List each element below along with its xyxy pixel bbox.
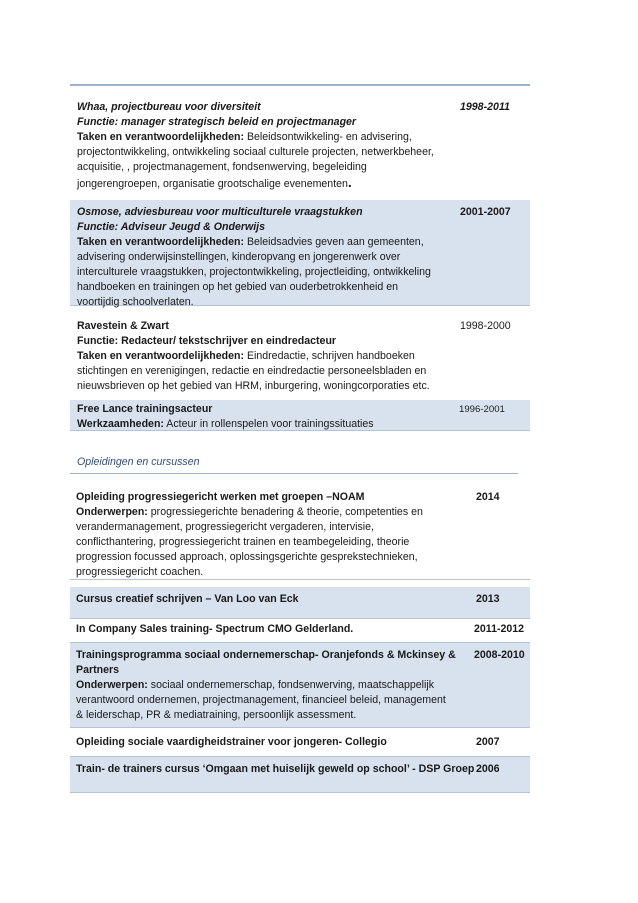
tasks-text: interculturele vraagstukken, projectontwikkeling, projectleiding, ontwikkeling [77,266,431,278]
tasks-label: Taken en verantwoordelijkheden: [77,236,244,248]
experience-years: 2001-2007 [460,206,511,218]
organization-name: Ravestein & Zwart [77,320,169,332]
tasks-text: advisering onderwijsinstellingen, kinderopvang en jongerenwerk over [77,251,401,263]
experience-item-osmose [70,200,530,306]
education-text [76,648,472,723]
subjects-text: sociaal ondernemerschap, fondsenwerving, maatschappelijk [147,679,435,691]
subjects-text: progressiegerichte benadering & theorie, competenties en [147,506,423,518]
course-title: Opleiding sociale vaardigheidstrainer voor jongeren- Collegio [76,736,387,748]
subjects-label: Onderwerpen: [76,506,148,518]
education-text [76,622,472,637]
course-title: Trainingsprogramma sociaal ondernemerschap- Oranjefonds & Mckinsey & [76,649,456,661]
experience-text [77,319,462,394]
course-title: Train- de trainers cursus ‘Omgaan met huiselijk geweld op school’ - DSP Groep [76,763,475,775]
education-item-collegio [70,728,530,757]
course-year: 2011-2012 [474,623,525,635]
organization-name: Whaa, projectbureau voor diversiteit [77,101,261,113]
experience-item-ravestein [70,315,530,395]
tasks-label: Taken en verantwoordelijkheden: [77,131,244,143]
experience-years: 1996-2001 [459,404,505,415]
education-text [76,592,472,607]
course-title: Partners [76,664,119,676]
tasks-text: jongerengroepen, organisatie grootschalige evenementen [77,178,348,190]
experience-text [77,402,462,432]
tasks-text: projectontwikkeling, ontwikkeling sociaal culturele projecten, netwerkbeheer, [77,146,434,158]
education-item-schrijven [70,587,530,619]
tasks-text: handboeken en trainingen op het gebied van ouderbetrokkenheid en [77,281,399,293]
organization-name: Free Lance trainingsacteur [77,403,213,415]
organization-name: Osmose, adviesbureau voor multiculturele vraagstukken [77,206,363,218]
tasks-text: Eindredactie, schrijven handboeken [244,350,415,362]
tasks-label: Werkzaamheden: [77,418,164,430]
education-text [76,762,475,777]
subjects-text: progressiegericht coachen. [76,566,204,578]
course-title: In Company Sales training- Spectrum CMO Gelderland. [76,623,354,635]
subjects-label: Onderwerpen: [76,679,148,691]
experience-text [77,205,462,310]
section-title: Opleidingen en cursussen [77,456,200,468]
course-year: 2014 [476,491,500,503]
tasks-text: Acteur in rollenspelen voor trainingssituaties [163,418,374,430]
course-title: Opleiding progressiegericht werken met groepen –NOAM [76,491,365,503]
course-title: Cursus creatief schrijven – Van Loo van Eck [76,593,299,605]
tasks-text: Beleidsadvies geven aan gemeenten, [244,236,424,248]
education-item-sales [70,619,530,643]
tasks-label: Taken en verantwoordelijkheden: [77,350,244,362]
subjects-text: progression focussed approach, oplossingsgerichte gesprekstechnieken, [76,551,418,563]
tasks-text: Beleidsontwikkeling- en advisering, [244,131,412,143]
subjects-text: verantwoord ondernemen, projectmanagement, financieel beleid, management [76,694,446,706]
course-year: 2013 [476,593,500,605]
course-year: 2007 [476,736,500,748]
education-text [76,735,472,750]
course-year: 2006 [476,763,500,775]
tasks-text: voortijdig schoolverlaten. [77,296,194,308]
tasks-text: nieuwsbrieven op het gebied van HRM, inburgering, woningcorporaties etc. [77,380,430,392]
end-mark: . [347,174,352,190]
role-title: Functie: manager strategisch beleid en projectmanager [77,116,357,128]
tasks-text: acquisitie, , projectmanagement, fondsenwerving, begeleiding [77,161,367,173]
experience-years: 1998-2011 [460,101,510,113]
subjects-text: & leiderschap, PR & mediatraining, persoonlijk assessment. [76,709,357,721]
education-item-oranjefonds [70,643,530,728]
experience-item-freelance [70,400,530,431]
experience-years: 1998-2000 [460,320,511,332]
course-year: 2008-2010 [474,649,525,661]
education-item-noam [70,486,530,580]
experience-text [77,100,462,192]
education-text [76,490,472,580]
experience-item-whaa [70,96,530,200]
subjects-text: verandermanagement, progressiegericht vergaderen, intervisie, [76,521,374,533]
role-title: Functie: Redacteur/ tekstschrijver en eindredacteur [77,335,337,347]
section-divider [70,473,518,474]
education-item-dsp [70,757,530,793]
tasks-text: stichtingen en verenigingen, redactie en eindredactie personeelsbladen en [77,365,427,377]
subjects-text: conflicthantering, progressiegericht trainen en teambegeleiding, theorie [76,536,410,548]
top-divider [70,84,530,86]
role-title: Functie: Adviseur Jeugd & Onderwijs [77,221,265,233]
